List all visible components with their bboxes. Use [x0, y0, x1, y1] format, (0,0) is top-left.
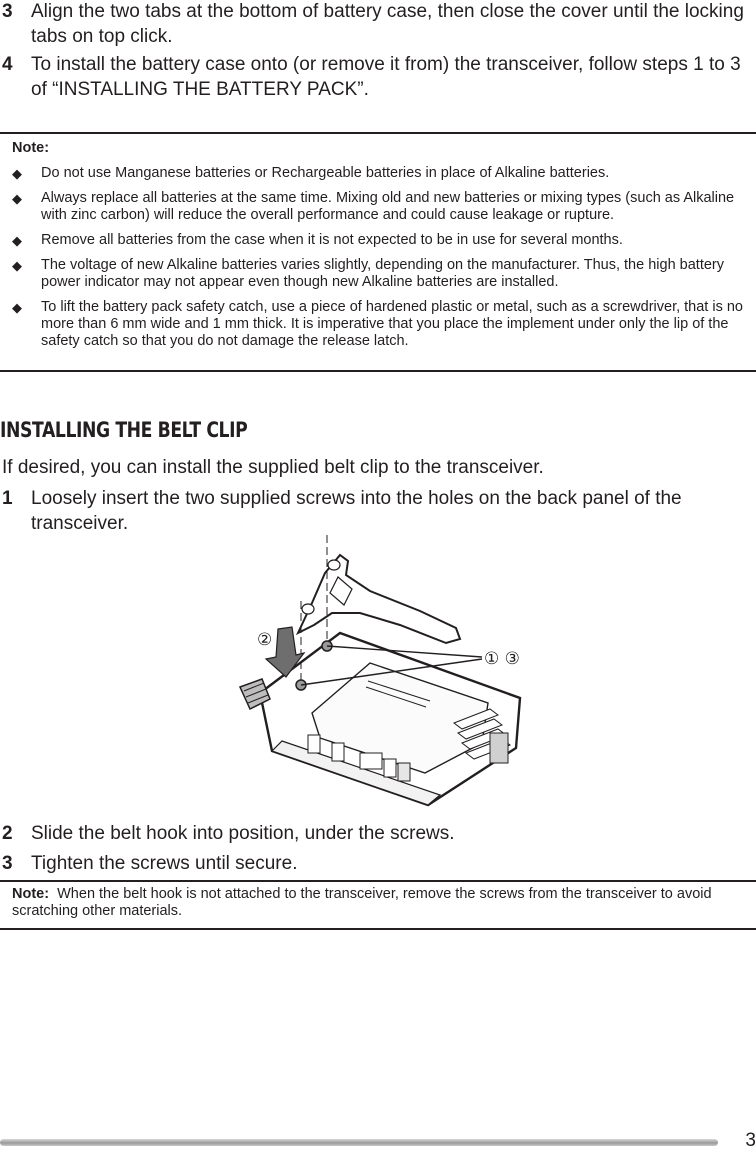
callout-1-3: ① ③ — [484, 649, 520, 669]
step-1-belt — [0, 486, 756, 536]
note-item-text: The voltage of new Alkaline batteries varies slightly, depending on the manufacturer. Thus, the high battery power indicator may not appear even though new Alkaline batteries are installed. — [41, 257, 724, 290]
note-item — [12, 299, 750, 350]
step-number: 2 — [2, 823, 13, 844]
step-text: Slide the belt hook into position, under the screws. — [31, 823, 455, 844]
callout-2: ② — [257, 630, 273, 650]
step-number: 3 — [2, 1, 13, 22]
note-item — [12, 232, 750, 249]
section-intro: If desired, you can install the supplied belt clip to the transceiver. — [2, 457, 544, 478]
belt-clip-illustration — [220, 533, 540, 808]
step-3-belt — [0, 851, 756, 876]
note-item-text: To lift the battery pack safety catch, use a piece of hardened plastic or metal, such as a screwdriver, that is no more than 6 mm wide and 1 mm thick. It is imperative that you place the implement under only the lip of the safety catch so that you do not damage the release latch. — [41, 299, 743, 349]
footer-bar — [0, 1139, 718, 1146]
diamond-bullet-icon: ◆ — [12, 191, 22, 206]
diamond-bullet-icon: ◆ — [12, 300, 22, 315]
note-bottom-rule — [0, 370, 756, 372]
note-item-text: Do not use Manganese batteries or Rechargeable batteries in place of Alkaline batteries. — [41, 165, 610, 181]
note-label: Note: — [12, 886, 50, 902]
note2-bottom-rule — [0, 928, 756, 930]
note-text: When the belt hook is not attached to the transceiver, remove the screws from the transceiver to avoid scratching other materials. — [12, 886, 712, 919]
step-number: 4 — [2, 54, 13, 75]
step-number: 1 — [2, 488, 13, 509]
section-heading: INSTALLING THE BELT CLIP — [0, 418, 248, 442]
note-item-text: Remove all batteries from the case when it is not expected to be in use for several months. — [41, 232, 623, 248]
step-text: To install the battery case onto (or remove it from) the transceiver, follow steps 1 to 3 of “INSTALLING THE BATTERY PACK”. — [31, 54, 741, 100]
diamond-bullet-icon: ◆ — [12, 258, 22, 273]
note-item-text: Always replace all batteries at the same time. Mixing old and new batteries or mixing types (such as Alkaline with zinc carbon) will reduce the overall performance and could cause leakage or rupture. — [41, 190, 735, 223]
battery-note — [12, 140, 750, 350]
diamond-bullet-icon: ◆ — [12, 233, 22, 248]
step-text: Align the two tabs at the bottom of battery case, then close the cover until the locking tabs on top click. — [31, 1, 744, 47]
note-item — [12, 165, 750, 182]
note-item — [12, 190, 750, 224]
step-text: Loosely insert the two supplied screws into the holes on the back panel of the transceiver. — [31, 488, 682, 534]
step-2-belt — [0, 821, 756, 846]
note-top-rule — [0, 132, 756, 134]
step-3-battery — [0, 0, 756, 49]
belt-clip-note — [12, 886, 750, 920]
step-number: 3 — [2, 853, 13, 874]
step-4-battery — [0, 52, 756, 102]
note2-top-rule — [0, 880, 756, 882]
note-title: Note: — [12, 140, 50, 156]
page-number: 3 — [745, 1130, 756, 1151]
diamond-bullet-icon: ◆ — [12, 166, 22, 181]
step-text: Tighten the screws until secure. — [31, 853, 298, 874]
note-item — [12, 257, 750, 291]
